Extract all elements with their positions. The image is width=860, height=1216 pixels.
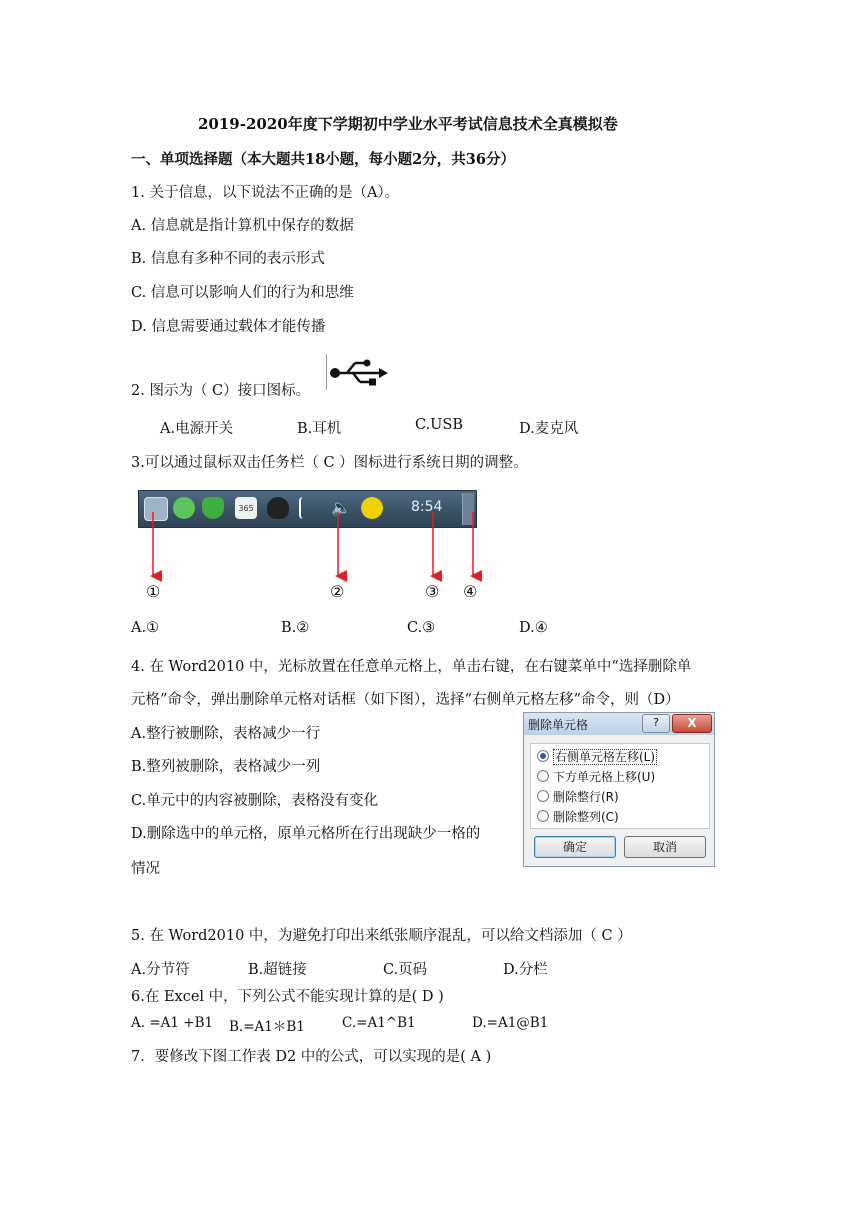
marker-2: ② bbox=[330, 582, 345, 601]
question-3-option-c: C.③ bbox=[407, 620, 436, 636]
question-6-option-c: C.=A1^B1 bbox=[342, 1015, 416, 1031]
question-4-line-1: 4. 在 Word2010 中，光标放置在任意单元格上，单击右键，在右键菜单中“选择删除单 bbox=[131, 659, 692, 675]
radio-label: 右侧单元格左移(L) bbox=[555, 750, 656, 764]
question-1-option-c: C. 信息可以影响人们的行为和思维 bbox=[131, 285, 354, 301]
question-5-stem: 5. 在 Word2010 中，为避免打印出来纸张顺序混乱，可以给文档添加（ C ） bbox=[131, 928, 632, 944]
delete-cells-dialog bbox=[523, 712, 715, 867]
volume-icon: 🔈 bbox=[331, 498, 351, 517]
radio-icon[interactable] bbox=[537, 810, 549, 822]
question-1-stem: 1. 关于信息，以下说法不正确的是（A）。 bbox=[131, 185, 400, 201]
section-heading: 一、单项选择题（本大题共18小题，每小题2分，共36分） bbox=[131, 151, 515, 168]
question-7-stem: 7．要修改下图工作表 D2 中的公式，可以实现的是( A ) bbox=[131, 1049, 492, 1065]
question-2-stem: 2. 图示为（ C）接口图标。 bbox=[131, 383, 311, 399]
question-3-option-a: A.① bbox=[131, 620, 160, 636]
close-button[interactable]: X bbox=[672, 714, 712, 733]
marker-1: ① bbox=[146, 582, 161, 601]
question-1-option-d: D. 信息需要通过载体才能传播 bbox=[131, 319, 326, 335]
radio-selected-icon[interactable] bbox=[537, 750, 549, 762]
radio-label: 下方单元格上移(U) bbox=[553, 770, 656, 784]
question-1-option-b: B. 信息有多种不同的表示形式 bbox=[131, 251, 325, 267]
question-4-line-2: 元格”命令，弹出删除单元格对话框（如下图），选择“右侧单元格左移”命令，则（D） bbox=[131, 692, 680, 708]
question-5-option-c: C.页码 bbox=[383, 962, 428, 978]
question-3-stem: 3.可以通过鼠标双击任务栏（ C ）图标进行系统日期的调整。 bbox=[131, 455, 528, 471]
radio-delete-column[interactable] bbox=[537, 808, 619, 825]
radio-label: 删除整行(R) bbox=[553, 790, 619, 804]
question-6-option-b: B.=A1＊B1 bbox=[229, 1019, 305, 1035]
dialog-title: 删除单元格 bbox=[528, 718, 589, 732]
question-2-option-a: A.电源开关 bbox=[160, 421, 234, 437]
help-button[interactable]: ? bbox=[642, 714, 670, 733]
question-4-option-b: B.整列被删除，表格减少一列 bbox=[131, 759, 321, 775]
radio-delete-row[interactable] bbox=[537, 788, 619, 805]
question-6-option-d: D.=A1@B1 bbox=[472, 1015, 549, 1031]
question-1-option-a: A. 信息就是指计算机中保存的数据 bbox=[131, 218, 354, 234]
question-4-option-d: D.删除选中的单元格，原单元格所在行出现缺少一格的 bbox=[131, 826, 481, 842]
question-2-option-d: D.麦克风 bbox=[519, 421, 579, 437]
ok-button[interactable]: 确定 bbox=[534, 836, 616, 858]
pointer-arrows bbox=[138, 500, 498, 590]
radio-shift-up[interactable] bbox=[537, 768, 655, 785]
question-6-stem: 6.在 Excel 中，下列公式不能实现计算的是( D ) bbox=[131, 989, 444, 1005]
cancel-button[interactable]: 取消 bbox=[624, 836, 706, 858]
page-title: 2019-2020年度下学期初中学业水平考试信息技术全真模拟卷 bbox=[198, 115, 618, 133]
question-3-option-b: B.② bbox=[281, 620, 310, 636]
question-4-option-c: C.单元中的内容被删除，表格没有变化 bbox=[131, 793, 379, 809]
marker-3: ③ bbox=[425, 582, 440, 601]
question-5-option-d: D.分栏 bbox=[503, 962, 548, 978]
radio-icon[interactable] bbox=[537, 790, 549, 802]
dialog-titlebar bbox=[524, 713, 714, 735]
question-6-option-a: A. =A1 +B1 bbox=[131, 1015, 214, 1031]
question-5-option-b: B.超链接 bbox=[248, 962, 307, 978]
question-2-option-c: C.USB bbox=[415, 417, 463, 433]
usb-icon bbox=[326, 354, 389, 390]
question-4-option-a: A.整行被删除，表格减少一行 bbox=[131, 726, 321, 742]
question-5-option-a: A.分节符 bbox=[131, 962, 190, 978]
calendar-365-icon: 365 bbox=[235, 497, 257, 519]
question-3-option-d: D.④ bbox=[519, 620, 548, 636]
question-4-option-d-continued: 情况 bbox=[131, 861, 160, 877]
radio-label: 删除整列(C) bbox=[553, 810, 619, 824]
radio-icon[interactable] bbox=[537, 770, 549, 782]
radio-shift-left[interactable] bbox=[537, 748, 657, 765]
question-2-option-b: B.耳机 bbox=[297, 421, 342, 437]
marker-4: ④ bbox=[463, 582, 478, 601]
radio-group bbox=[530, 743, 710, 829]
clock-time: 8:54 bbox=[411, 499, 443, 515]
